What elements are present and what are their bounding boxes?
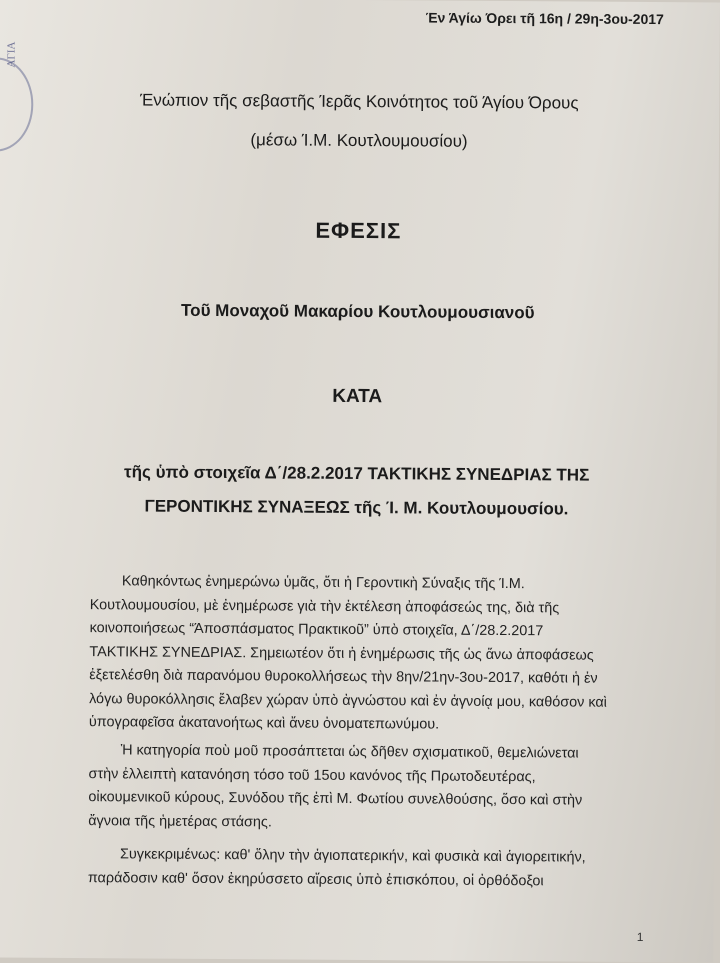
subject-line-1: τῆς ὑπὸ στοιχεῖα Δ΄/28.2.2017 ΤΑΚΤΙΚΗΣ ΣΥΝΕΔΡΙΑΣ ΤΗΣ xyxy=(124,462,590,485)
against-heading: ΚΑΤΑ xyxy=(332,385,383,408)
paragraph-line: Συγκεκριμένως: καθ' ὅλην τὴν ἁγιοπατερικήν, καὶ φυσικὰ καὶ ἁγιορειτικήν, xyxy=(119,846,586,866)
paragraph-line: ὑπογραφεῖσα ἀκατανοήτως καὶ ἄνευ ὀνοματεπωνύμου. xyxy=(88,714,440,733)
date-line: Έν Άγίω Όρει τῆ 16η / 29η-3ου-2017 xyxy=(425,9,664,28)
paragraph-line: ἐξετελέσθη διὰ παρανόμου θυροκολλήσεως τὴν 8ην/21ην-3ου-2017, καθότι ἡ ἐν xyxy=(89,667,598,687)
paragraph-line: λόγω θυροκόλλησις ἔλαβεν χώραν ὑπὸ ἀγνώστου καὶ ἐν ἀγνοίᾳ μου, καθόσον καὶ xyxy=(89,690,607,711)
paragraph-line: ΤΑΚΤΙΚΗΣ ΣΥΝΕΔΡΙΑΣ. Σημειωτέον ὅτι ἡ ἐνημέρωσις τῆς ὡς ἄνω ἀποφάσεως xyxy=(89,643,594,664)
body-paragraph-2 xyxy=(88,739,667,837)
addressee-line-2: (μέσω Ί.Μ. Κουτλουμουσίου) xyxy=(250,130,468,151)
paragraph-line: Ἡ κατηγορία ποὺ μοῦ προσάπτεται ὡς δῆθεν σχισματικοῦ, θεμελιώνεται xyxy=(120,742,579,762)
subject-line-2: ΓΕΡΟΝΤΙΚΗΣ ΣΥΝΑΞΕΩΣ τῆς Ί. Μ. Κουτλουμουσίου. xyxy=(144,496,569,519)
paragraph-line: Κουτλουμουσίου, μὲ ἐνημέρωσε γιὰ τὴν ἐκτέλεση ἀποφάσεώς της, διὰ τῆς xyxy=(89,596,560,616)
paragraph-line: παράδοσιν καθ' ὅσον ἐκηρύσσετο αἵρεσις ὑπὸ ἐπισκόπου, οἱ ὀρθόδοξοι xyxy=(87,869,544,889)
seal-stamp-text: ΑΓΙΑ xyxy=(5,41,18,68)
paragraph-line: οἰκουμενικοῦ κύρους, Συνόδου τῆς ἐπὶ Μ. Φωτίου συνελθούσης, ὅσο καὶ στὴν xyxy=(88,789,583,809)
addressee-line-1: Ένώπιον τῆς σεβαστῆς Ίερᾶς Κοινότητος τοῦ Άγίου Όρους xyxy=(139,90,579,113)
paragraph-line: Καθηκόντως ἐνημερώνω ὑμᾶς, ὅτι ἡ Γεροντικὴ Σύναξις τῆς Ί.Μ. xyxy=(121,573,525,593)
body-paragraph-1 xyxy=(89,570,668,739)
body-paragraph-3 xyxy=(88,843,666,894)
paragraph-line: στὴν ἐλλειπτὴ κατανόηση τόσο τοῦ 15ου κανόνος τῆς Πρωτοδευτέρας, xyxy=(88,765,536,785)
paragraph-line: ἄγνοια τῆς ἡμετέρας στάσης. xyxy=(88,812,272,830)
paragraph-line: κοινοποιήσεως “Άποσπάσματος Πρακτικοῦ” ὑπὸ στοιχεῖα, Δ΄/28.2.2017 xyxy=(89,620,544,640)
appellant-line: Τοῦ Μοναχοῦ Μακαρίου Κουτλουμουσιανοῦ xyxy=(181,300,535,323)
page-number: 1 xyxy=(636,929,644,945)
document-title: ΕΦΕΣΙΣ xyxy=(315,217,402,244)
